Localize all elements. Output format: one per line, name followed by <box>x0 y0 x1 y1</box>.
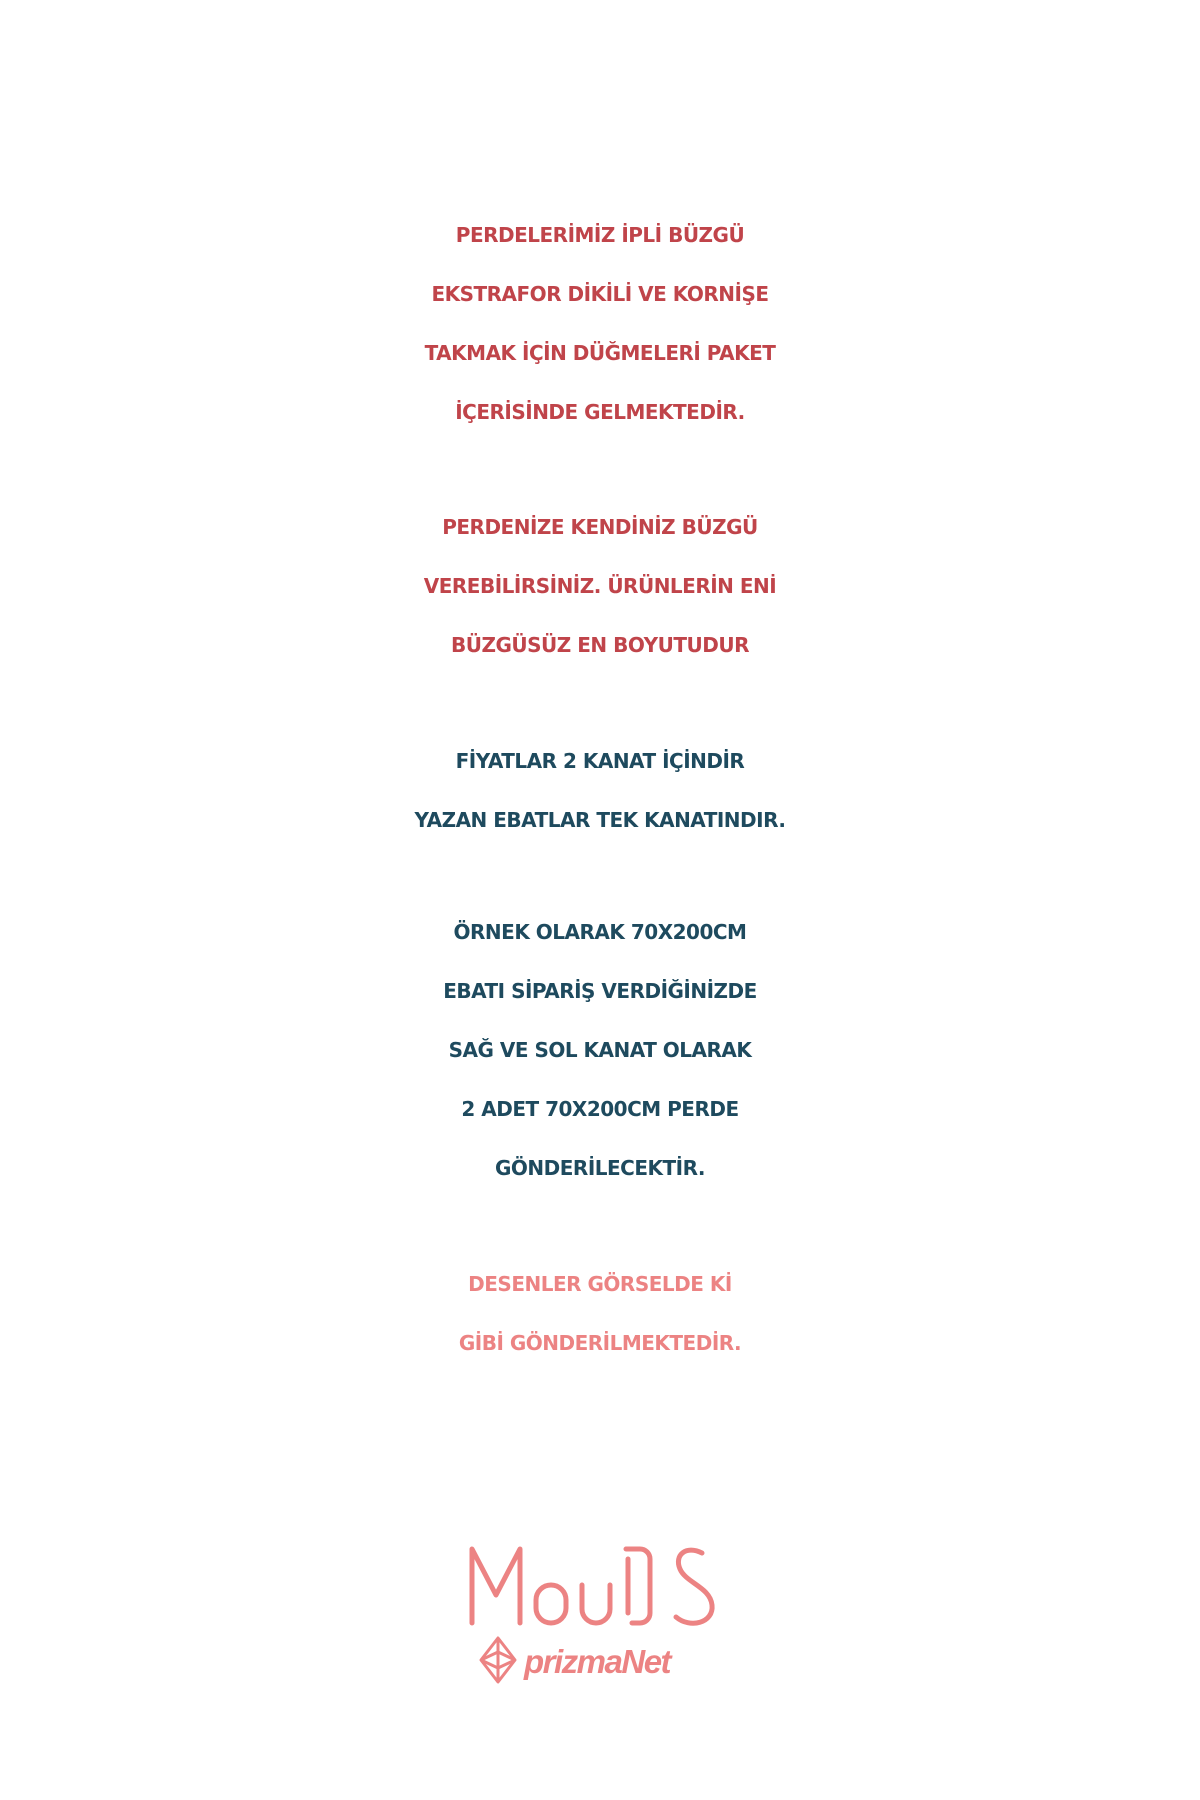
prizmanet-brand-text: prizmaNet <box>524 1643 671 1680</box>
text-line: SAĞ VE SOL KANAT OLARAK <box>448 1038 752 1062</box>
text-line: GÖNDERİLECEKTİR. <box>495 1156 705 1180</box>
paragraph-buzgu-info <box>0 206 1200 442</box>
text-line: ÖRNEK OLARAK 70X200CM <box>453 920 747 944</box>
text-line: 2 ADET 70X200CM PERDE <box>461 1097 739 1121</box>
paragraph-pattern-info <box>0 1255 1200 1373</box>
paragraph-size-info <box>0 498 1200 675</box>
text-line: EKSTRAFOR DİKİLİ VE KORNİŞE <box>431 282 769 306</box>
paragraph-price-info <box>0 732 1200 850</box>
text-line: VEREBİLİRSİNİZ. ÜRÜNLERİN ENİ <box>423 574 777 598</box>
mouds-logo-wordmark <box>464 1535 736 1635</box>
text-line: İÇERİSİNDE GELMEKTEDİR. <box>455 400 745 424</box>
prizma-diamond-icon <box>478 1635 518 1685</box>
text-line: YAZAN EBATLAR TEK KANATINDIR. <box>414 808 786 832</box>
text-line: EBATI SİPARİŞ VERDİĞİNİZDE <box>443 979 757 1003</box>
text-line: DESENLER GÖRSELDE Kİ <box>468 1272 732 1296</box>
text-line: GİBİ GÖNDERİLMEKTEDİR. <box>458 1331 742 1355</box>
text-line: FİYATLAR 2 KANAT İÇİNDİR <box>455 749 745 773</box>
text-line: TAKMAK İÇİN DÜĞMELERİ PAKET <box>424 341 776 365</box>
brand-logo <box>464 1535 736 1695</box>
paragraph-example-info <box>0 903 1200 1198</box>
text-line: PERDELERİMİZ İPLİ BÜZGÜ <box>455 223 745 247</box>
text-line: BÜZGÜSÜZ EN BOYUTUDUR <box>451 633 749 657</box>
text-line: PERDENİZE KENDİNİZ BÜZGÜ <box>442 515 758 539</box>
